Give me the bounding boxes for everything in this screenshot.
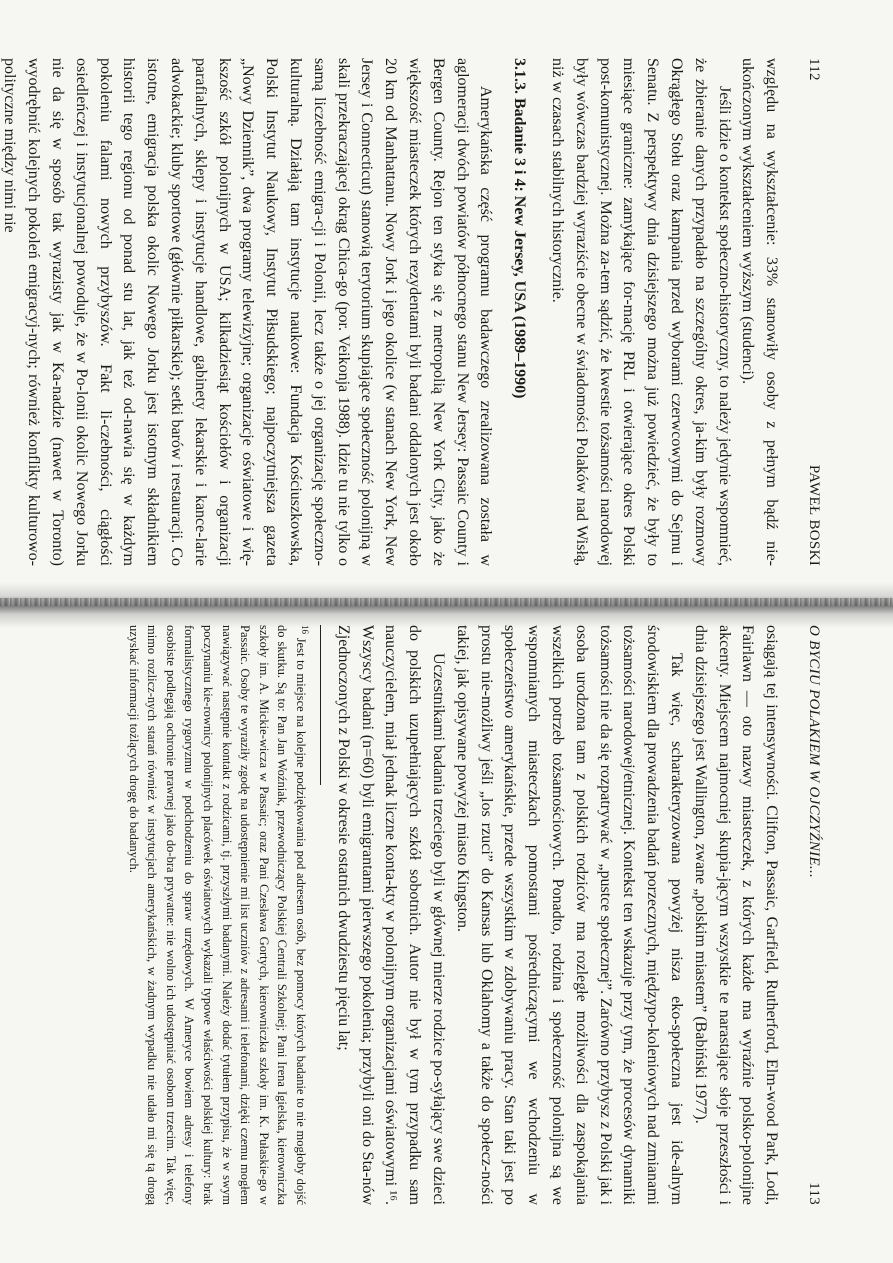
gutter-shadow — [0, 598, 893, 606]
paragraph: względu na wykształcenie: 33% stanowiły osoby z pełnym bądź nie-ukończonym wykształceniem wyższym (studenci). — [739, 58, 781, 566]
page-header — [801, 58, 825, 566]
page-header — [801, 625, 825, 1205]
paragraph: osiągają tej intensywności. Clifton, Passaic, Garfield, Rutherford, Elm-wood Park, Lodi, Fairlawn — oto nazwy miasteczek, z których każde ma wyraźnie polsko-polonijne akcenty. Miejscem najmocniej skupia-jącym wszystkie te narastające słoje przeszłości i dnia dzisiejszego jest Wallington, zwane „polskim miastem” (Babiński 1977). — [691, 625, 781, 1205]
page-number: 112 — [806, 58, 822, 81]
paragraph: Amerykańska część programu badawczego zrealizowana została w aglomeracji dwóch powiatów północnego stanu New Jersey: Passaic County i Bergen County. Rejon ten styka się z metropolią New York City, jako że większość miasteczek których rezydentami byli badani oddalonych jest około 20 km od Manhattanu. Nowy Jork i jego okolice (w stanach New York, New Jersey i Connecticut) stanowią terytorium skupiające społeczność polonijną w skali przekraczającej okrąg Chica-go (por. Veikonja 1988). Idzie tu nie tylko o samą liczebność emigra-cji i Polonii, lecz także o jej organizację społeczno-kulturalną. Działają tam instytucje naukowe: Fundacja Kościuszkowska, Polski Instytut Naukowy, Instytut Piłsudskiego; najpoczytniejsza gazeta „Nowy Dziennik”, dwa programy telewizyjne; organizacje oświatowe i wię-kszość szkół polonijnych w USA; kilkadziesiąt kościołów i organizacji parafialnych, sklepy i instytucje handlowe, gabinety lekarskie i kance-larie adwokackie; kluby sportowe (głównie piłkarskie); setki barów i restauracji. Co istotne, emigracja polska okolic Nowego Jorku jest istotnym składnikiem historii tego regionu od ponad stu lat, jak też od-nawia się w każdym pokoleniu falami nowych przybyszów. Fakt li-czebności, ciągłości osiedleńczej i instytucjonalnej powoduje, że w Po-lonii okolic Nowego Jorku nie da się w sposób tak wyrazisty jak w Ka-nadzie (nawet w Toronto) wyodrębnić kolejnych pokoleń emigracyj-nych; również konflikty kulturowo-polityczne między nimi nie — [1, 58, 495, 566]
footnote — [124, 625, 314, 1205]
paragraph: Jeśli idzie o kontekst społeczno-historyczny, to należy jedynie wspomnieć, że zbieranie danych przypadało na szczególny okres, ja-kim były rozmowy Okrągłego Stołu oraz kampania przed wyborami czerwcowymi do Sejmu i Senatu. Z perspektywy dnia dzisiejszego można już powiedzieć, że były to miesiące graniczne: zamykające for-mację PRL i otwierające okres Polski post-komunistycznej. Można za-tem sądzić, że kwestie tożsamości narodowej były wówczas bardziej wyraziście obecne w świadomości Polaków nad Wisłą, niż w czasach stabilnych historycznie. — [549, 58, 733, 566]
left-page — [1, 58, 825, 566]
running-head: O BYCIU POLAKIEM W OJCZYŹNIE... — [806, 625, 822, 879]
page-number: 113 — [806, 1182, 822, 1205]
right-page — [33, 625, 825, 1205]
paragraph: Tak więc, scharakteryzowana powyżej nisza eko-społeczna jest ide-alnym środowiskiem dla prowadzenia badań porzecznych, międzypo-koleniowych nad zmianami tożsamości narodowej/etnicznej. Kontekst ten wskazuje przy tym, że procesów dynamiki tożsamości nie da się rozpatrywać w „pustce społecznej”. Zarówno przybysz z Polski jak i osoba urodzona tam z polskich rodziców ma rozległe możliwości dla zaspokajania wszelkich potrzeb tożsamościowych. Ponadto, rodzina i społeczność polonijna są we wspomnianych miasteczkach pomostami pośredniczącymi we wchodzeniu w społeczeństwo amerykańskie, przede wszystkim w zdobywaniu pracy. Stan taki jest po prostu nie-możliwy jeśli „los rzuci” do Kansas lub Oklahomy a także do społecz-ności takiej, jak opisywane powyżej miasto Kingston. — [453, 625, 686, 1205]
footnote-rule — [320, 625, 321, 785]
footnote-number: 16 — [300, 625, 311, 634]
section-heading: 3.1.3. Badanie 3 i 4: New Jersey, USA (1989–1990) — [511, 58, 529, 399]
running-head: PAWEŁ BOSKI — [806, 464, 822, 566]
footnote-text: Jest to miejsce na kolejne podziękowania pod adresem osób, bez pomocy których badanie to nie mogłoby dojść do skutku. Są to: Pan Jan Woźniak, przewodniczący Polskiej Centrali Szkolnej; Pani Irena Igielska, kierowniczka szkoły im. A. Mickie-wicza w Passaic; oraz Pani Czesława Gortych, kierowniczka szkoły im. K. Pułaskie-go w Passaic. Osoby te wyraziły zgodę na udostępnienie mi list uczniów z adresami i telefonami, dzięki czemu mogłem nawiązywać następnie kontakt z rodzicami, tj. przyszłymi badanymi. Należy dodać tytułem przypisu, że w swym poczynaniu kie-rownicy polonijnych placówek oświatowych wykazali typowe właściwości polskiej kultury: brak formalistycznego rygoryzmu w podchodzeniu do spraw urzędowych. W Ameryce bowiem adresy i telefony osobiste podlegają ochronie prawnej jako do-bra prywatne: nie wolno ich udostępniać osobom trzecim. Tak więc, mimo rozlicz-nych starań również w instytucjach amerykańskich, w żadnym wypadku nie udało mi się tą drogą uzyskać informacji tożlących drogę do badanych. — [126, 625, 308, 1205]
paragraph: Uczestnikami badania trzeciego byli w głównej mierze rodzice po-syłający swe dzieci do polskich uzupełniających szkół sobotnich. Autor nie był w tym przypadku sam nauczycielem, miał jednak liczne konta-kty w polonijnym organizacjami oświatowymi ¹⁶. Wszyscy badani (n=60) byli emigrantami pierwszego pokolenia; przybyli oni do Sta-nów Zjednoczonych z Polski w okresie ostatnich dwudziestu pięciu lat; — [334, 625, 448, 1205]
